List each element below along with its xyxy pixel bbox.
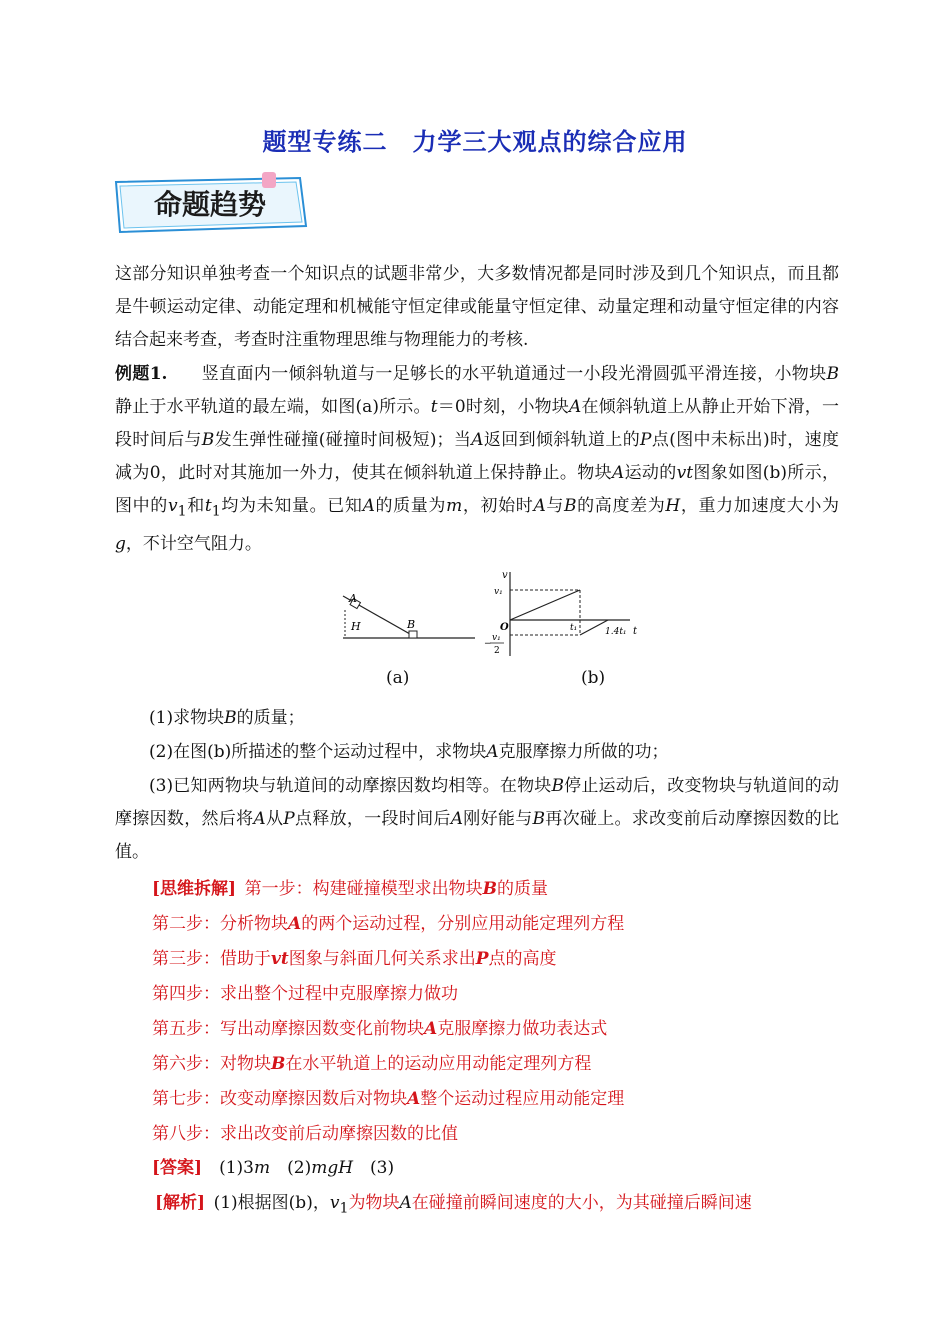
q2-text-b: 克服摩擦力所做的功； xyxy=(498,742,669,762)
answer-1: (1)3 xyxy=(219,1158,254,1178)
answer-1-var: m xyxy=(254,1158,271,1178)
example-label: 例题1. xyxy=(115,364,168,384)
step-3-text-b: 图象与斜面几何关系求出 xyxy=(288,949,476,969)
step-7-text: 第七步：改变动摩擦因数后对物块 xyxy=(152,1089,407,1109)
analysis-label: [解析] xyxy=(155,1193,206,1213)
fig-b-t1: t₁ xyxy=(570,623,578,633)
fig-b-origin: O xyxy=(500,622,509,633)
answer-3: (3) xyxy=(370,1158,395,1178)
fig-a-label-A: A xyxy=(349,592,357,605)
step-3-text-c: 点的高度 xyxy=(488,949,557,969)
step-6-text-b: 在水平轨道上的运动应用动能定理列方程 xyxy=(285,1054,592,1074)
step-5-text-b: 克服摩擦力做功表达式 xyxy=(437,1019,608,1039)
figure-b-caption: (b) xyxy=(581,668,606,688)
analysis-text-3: 在碰撞前瞬间速度的大小，为其碰撞后瞬间速 xyxy=(411,1193,752,1213)
q1-text-b: 的质量； xyxy=(236,708,305,728)
q1-text: (1)求物块 xyxy=(149,708,225,728)
analysis-text-2: 为物块 xyxy=(348,1193,400,1213)
fig-b-axis-t: t xyxy=(633,626,638,637)
step-3-text: 第三步：借助于 xyxy=(152,949,271,969)
step-1: [思维拆解] 第一步：构建碰撞模型求出物块B的质量 xyxy=(152,879,548,899)
fig-a-label-B: B xyxy=(407,618,416,631)
answer-2: (2) xyxy=(287,1158,312,1178)
step-1-text: 第一步：构建碰撞模型求出物块 xyxy=(244,879,483,899)
step-5: 第五步：写出动摩擦因数变化前物块A克服摩擦力做功表达式 xyxy=(152,1019,608,1039)
question-1: (1)求物块B的质量； xyxy=(149,708,305,728)
step-2: 第二步：分析物块A的两个运动过程，分别应用动能定理列方程 xyxy=(152,914,625,934)
figure-b xyxy=(480,566,650,658)
page-title: 题型专练二 力学三大观点的综合应用 xyxy=(262,128,688,156)
fig-b-v1: v₁ xyxy=(494,587,503,597)
badge-text: 命题趋势 xyxy=(153,188,267,221)
q3-text: (3)已知两物块与轨道间的动摩擦因数均相等。在物块 xyxy=(149,776,552,796)
thinking-label: [思维拆解] xyxy=(152,879,237,899)
badge-banner-icon xyxy=(110,172,310,236)
step-2-text-b: 的两个运动过程，分别应用动能定理列方程 xyxy=(301,914,625,934)
fig-b-denominator: 2 xyxy=(494,646,500,656)
step-4: 第四步：求出整个过程中克服摩擦力做功 xyxy=(152,984,458,1004)
section-badge xyxy=(110,172,310,236)
answer-2-var: mgH xyxy=(311,1158,354,1178)
answer-line xyxy=(152,1153,394,1178)
example-paragraph: 例题1. 竖直面内一倾斜轨道与一足够长的水平轨道通过一小段光滑圆弧平滑连接，小物块B静止于水平轨道的最左端，如图(a)所示。t＝0时刻，小物块A在倾斜轨道上从静止开始下滑，一段时间后与B发生弹性碰撞(碰撞时间极短)；当A返回到倾斜轨道上的P点(图中未标出)时，速度减为0，此时对其施加一外力，使其在倾斜轨道上保持静止。物块A运动的vt图象如图(b)所示，图中的$v_1$和$t_1$均为未知量。已知A的质量为m，初始时A与B的高度差为H，重力加速度大小为g，不计空气阻力。 xyxy=(115,364,840,555)
fig-b-1-4t1: 1.4t₁ xyxy=(605,627,627,637)
figure-a-caption: (a) xyxy=(386,668,410,688)
analysis-line: [解析] (1)根据图(b)，$v_1$为物块A在碰撞前瞬间速度的大小，为其碰撞后瞬间速 xyxy=(155,1193,752,1217)
fig-b-neg-v1: v₁ xyxy=(492,633,501,643)
fig-b-axis-v: v xyxy=(502,570,508,581)
analysis-text-1: (1)根据图(b)， xyxy=(213,1193,330,1213)
step-1-text-b: 的质量 xyxy=(496,879,548,899)
fig-b-minus: − xyxy=(484,639,492,649)
intro-paragraph: 这部分知识单独考查一个知识点的试题非常少，大多数情况都是同时涉及到几个知识点，而且都是牛顿运动定律、动能定理和机械能守恒定律或能量守恒定律、动量定理和动量守恒定律的内容结合起来考查，考查时注重物理思维与物理能力的考核. xyxy=(115,264,839,350)
fig-a-label-H: H xyxy=(351,620,361,633)
q2-text: (2)在图(b)所描述的整个运动过程中，求物块 xyxy=(149,742,487,762)
question-3: (3)已知两物块与轨道间的动摩擦因数均相等。在物块B停止运动后，改变物块与轨道间的动摩擦因数，然后将A从P点释放，一段时间后A刚好能与B再次碰上。求改变前后动摩擦因数的比值。 xyxy=(115,776,840,862)
answer-label: [答案] xyxy=(152,1158,203,1178)
step-7-text-b: 整个运动过程应用动能定理 xyxy=(420,1089,625,1109)
step-7: 第七步：改变动摩擦因数后对物块A整个运动过程应用动能定理 xyxy=(152,1089,625,1109)
figure-a xyxy=(335,588,480,644)
step-6-text: 第六步：对物块 xyxy=(152,1054,271,1074)
step-8: 第八步：求出改变前后动摩擦因数的比值 xyxy=(152,1124,458,1144)
step-5-text: 第五步：写出动摩擦因数变化前物块 xyxy=(152,1019,424,1039)
step-2-text: 第二步：分析物块 xyxy=(152,914,288,934)
step-3: 第三步：借助于vt图象与斜面几何关系求出P点的高度 xyxy=(152,949,557,969)
question-2: (2)在图(b)所描述的整个运动过程中，求物块A克服摩擦力所做的功； xyxy=(149,742,669,762)
step-6: 第六步：对物块B在水平轨道上的运动应用动能定理列方程 xyxy=(152,1054,592,1074)
